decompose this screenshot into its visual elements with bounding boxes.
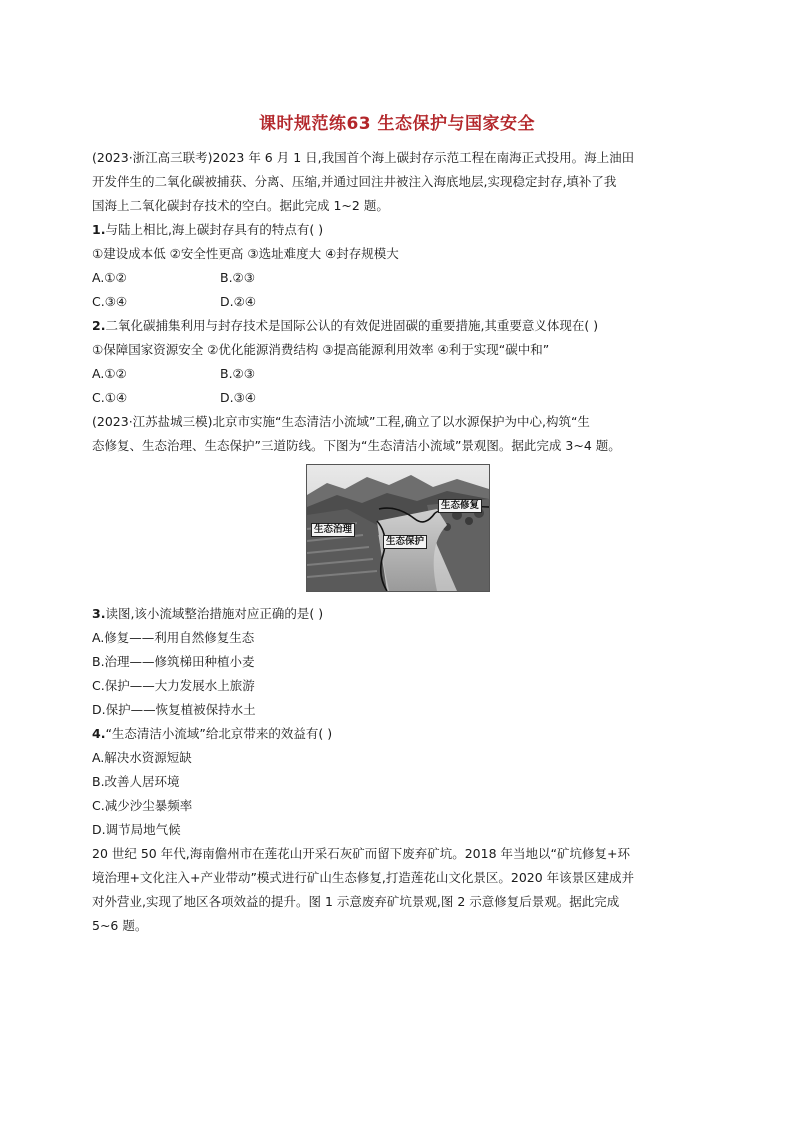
- question-1-options-row-1: [92, 270, 255, 286]
- question-4-option-b: B.改善人居环境: [92, 774, 180, 789]
- question-2-items: ①保障国家资源安全 ②优化能源消费结构 ③提高能源利用效率 ④利于实现“碳中和”: [92, 342, 550, 357]
- question-4-option-a: A.解决水资源短缺: [92, 750, 192, 765]
- question-3-option-c: C.保护——大力发展水上旅游: [92, 678, 255, 693]
- question-3-option-b: B.治理——修筑梯田种植小麦: [92, 654, 255, 669]
- passage-3-line-2: 境治理+文化注入+产业带动”模式进行矿山生态修复,打造莲花山文化景区。2020 年该景区建成并: [92, 870, 635, 885]
- question-4-number: 4.: [92, 726, 106, 741]
- question-4-option-d: D.调节局地气候: [92, 822, 181, 837]
- label-ecological-repair: 生态修复: [438, 499, 482, 513]
- passage-2-line-2: 态修复、生态治理、生态保护”三道防线。下图为“生态清洁小流域”景观图。据此完成 3~4 题。: [92, 438, 621, 453]
- question-4-option-c: C.减少沙尘暴频率: [92, 798, 193, 813]
- question-2-options-row-2: [92, 390, 257, 406]
- question-2-number: 2.: [92, 318, 106, 333]
- question-1-items: ①建设成本低 ②安全性更高 ③选址难度大 ④封存规模大: [92, 246, 399, 261]
- question-2-option-b: B.②③: [220, 366, 255, 381]
- question-2-option-d: D.③④: [220, 390, 257, 405]
- label-ecological-protection: 生态保护: [383, 535, 427, 549]
- question-1-option-c: C.③④: [92, 294, 128, 309]
- question-3-number: 3.: [92, 606, 106, 621]
- passage-2-line-1: (2023·江苏盐城三模)北京市实施“生态清洁小流域”工程,确立了以水源保护为中心,构筑“生: [92, 414, 590, 429]
- question-4-stem: [92, 726, 332, 742]
- question-3-text: 读图,该小流域整治措施对应正确的是( ): [105, 606, 324, 621]
- question-2-option-c: C.①④: [92, 390, 128, 405]
- question-2-options-row-1: [92, 366, 255, 382]
- question-1-stem: [92, 222, 323, 238]
- question-1-text: 与陆上相比,海上碳封存具有的特点有( ): [105, 222, 324, 237]
- question-2-stem: [92, 318, 598, 334]
- question-3-option-a: A.修复——利用自然修复生态: [92, 630, 255, 645]
- question-2-text: 二氧化碳捕集利用与封存技术是国际公认的有效促进固碳的重要措施,其重要意义体现在( ): [105, 318, 599, 333]
- question-3-option-d: D.保护——恢复植被保持水土: [92, 702, 256, 717]
- page-title: 课时规范练63 生态保护与国家安全: [258, 114, 536, 134]
- passage-1-line-1: (2023·浙江高三联考)2023 年 6 月 1 日,我国首个海上碳封存示范工程在南海正式投用。海上油田: [92, 150, 635, 165]
- question-1-option-d: D.②④: [220, 294, 257, 309]
- question-1-options-row-2: [92, 294, 257, 310]
- question-1-option-a: A.①②: [92, 270, 127, 285]
- question-4-text: “生态清洁小流域”给北京带来的效益有( ): [105, 726, 333, 741]
- passage-3-line-3: 对外营业,实现了地区各项效益的提升。图 1 示意废弃矿坑景观,图 2 示意修复后景观。据此完成: [92, 894, 620, 909]
- passage-3-line-4: 5~6 题。: [92, 918, 148, 933]
- question-1-number: 1.: [92, 222, 106, 237]
- question-2-option-a: A.①②: [92, 366, 127, 381]
- question-3-stem: [92, 606, 323, 622]
- question-1-option-b: B.②③: [220, 270, 255, 285]
- passage-1-line-2: 开发伴生的二氧化碳被捕获、分离、压缩,并通过回注井被注入海底地层,实现稳定封存,填补了我: [92, 174, 617, 189]
- passage-1-line-3: 国海上二氧化碳封存技术的空白。据此完成 1~2 题。: [92, 198, 389, 213]
- watershed-landscape-image: [306, 464, 490, 592]
- label-ecological-governance: 生态治理: [311, 523, 355, 537]
- passage-3-line-1: 20 世纪 50 年代,海南儋州市在莲花山开采石灰矿而留下废弃矿坑。2018 年当地以“矿坑修复+环: [92, 846, 630, 861]
